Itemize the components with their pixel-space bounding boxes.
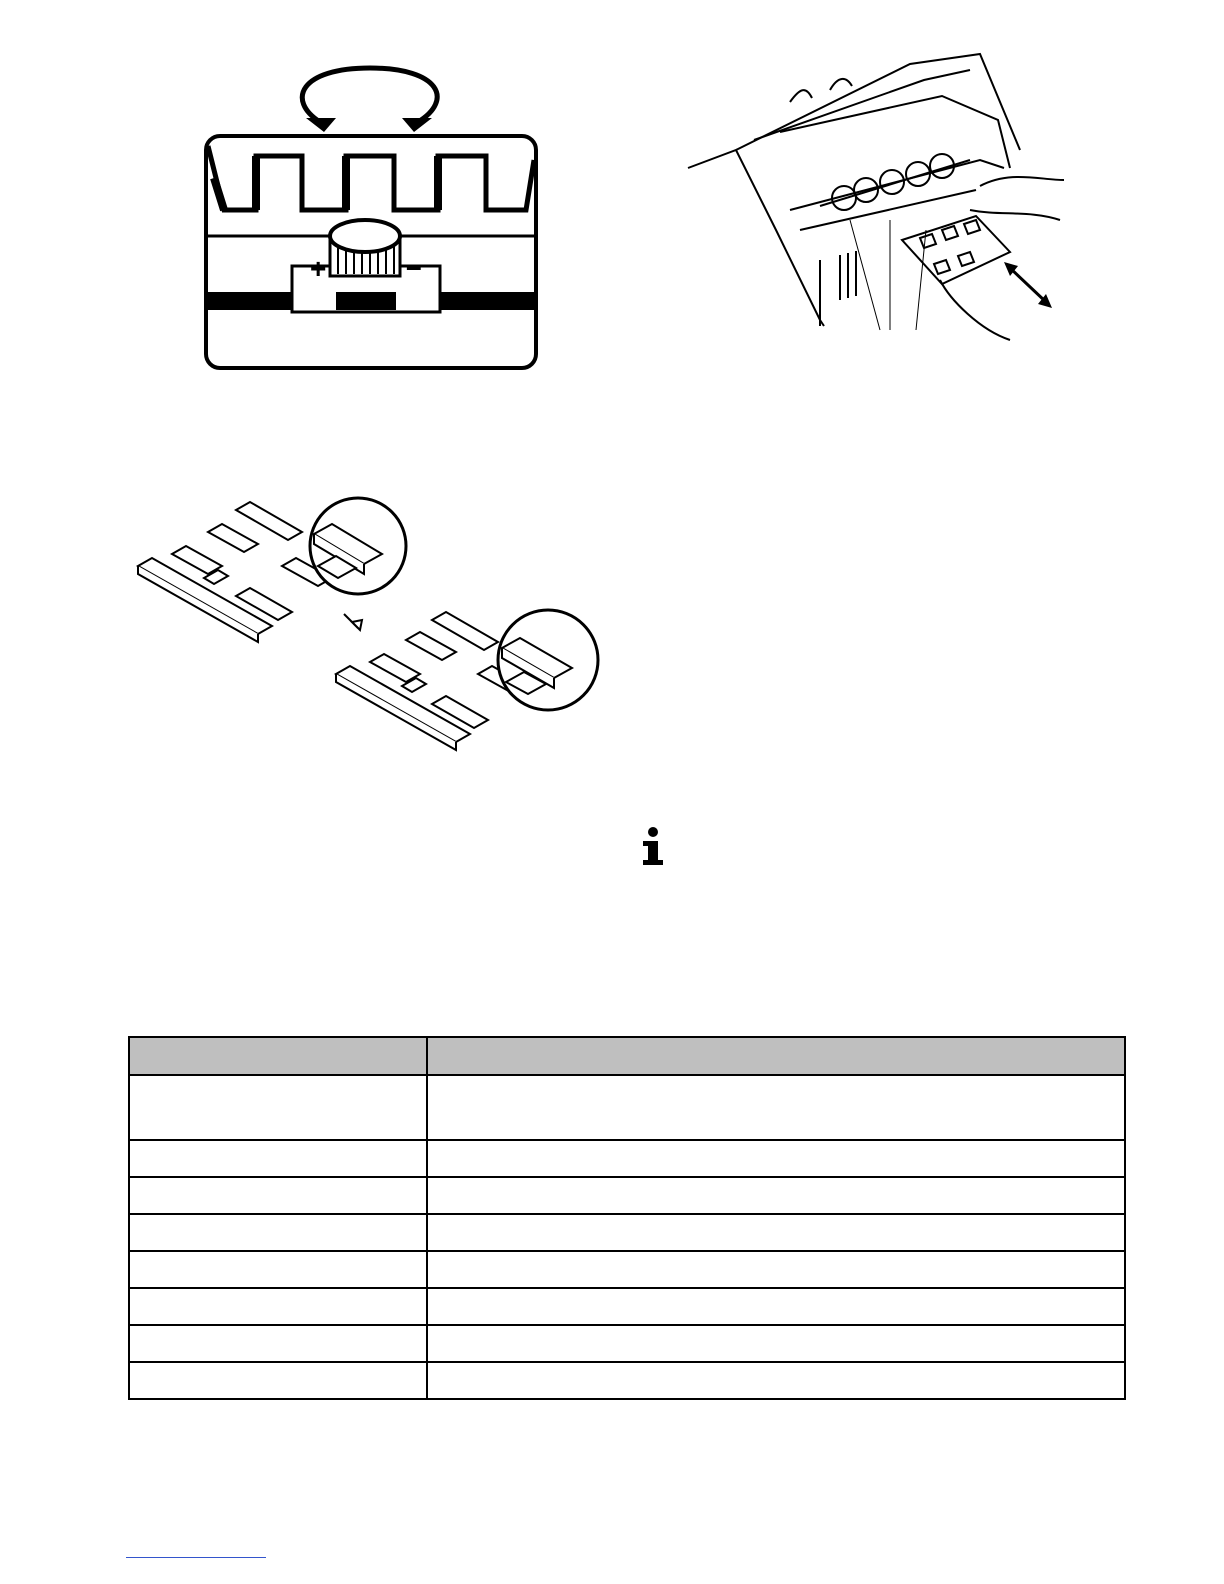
table-cell — [427, 1140, 1125, 1177]
machine-cleaning-diagram — [680, 40, 1070, 346]
table-row — [129, 1177, 1125, 1214]
table-cell — [129, 1325, 427, 1362]
table-cell — [427, 1075, 1125, 1140]
table-cell — [129, 1140, 427, 1177]
table-cell — [427, 1362, 1125, 1399]
double-arrow-icon — [1004, 262, 1052, 308]
footer-link-underline — [126, 1557, 266, 1558]
table-cell — [129, 1075, 427, 1140]
table-cell — [427, 1177, 1125, 1214]
table-row — [129, 1251, 1125, 1288]
table-row — [129, 1075, 1125, 1140]
knob-rotation-diagram — [196, 60, 542, 376]
table-cell — [427, 1325, 1125, 1362]
cleaning-card-diagram — [132, 496, 604, 758]
table-row — [129, 1325, 1125, 1362]
table-cell — [427, 1214, 1125, 1251]
table-row — [129, 1214, 1125, 1251]
table-cell — [129, 1362, 427, 1399]
info-icon — [638, 826, 668, 866]
table-header-row — [129, 1037, 1125, 1075]
table-cell — [427, 1251, 1125, 1288]
arrow-icon — [344, 614, 362, 630]
table-row — [129, 1288, 1125, 1325]
table-cell — [129, 1177, 427, 1214]
rotation-arrow-icon — [302, 68, 437, 122]
table-cell — [129, 1251, 427, 1288]
table-row — [129, 1140, 1125, 1177]
knob-icon — [330, 220, 400, 276]
table-cell — [129, 1214, 427, 1251]
svg-text:+: + — [310, 253, 327, 284]
header-cell — [427, 1037, 1125, 1075]
table-cell — [427, 1288, 1125, 1325]
svg-text:–: – — [406, 251, 422, 282]
table-cell — [129, 1288, 427, 1325]
table-row — [129, 1362, 1125, 1399]
header-cell — [129, 1037, 427, 1075]
spec-table — [128, 1036, 1126, 1400]
